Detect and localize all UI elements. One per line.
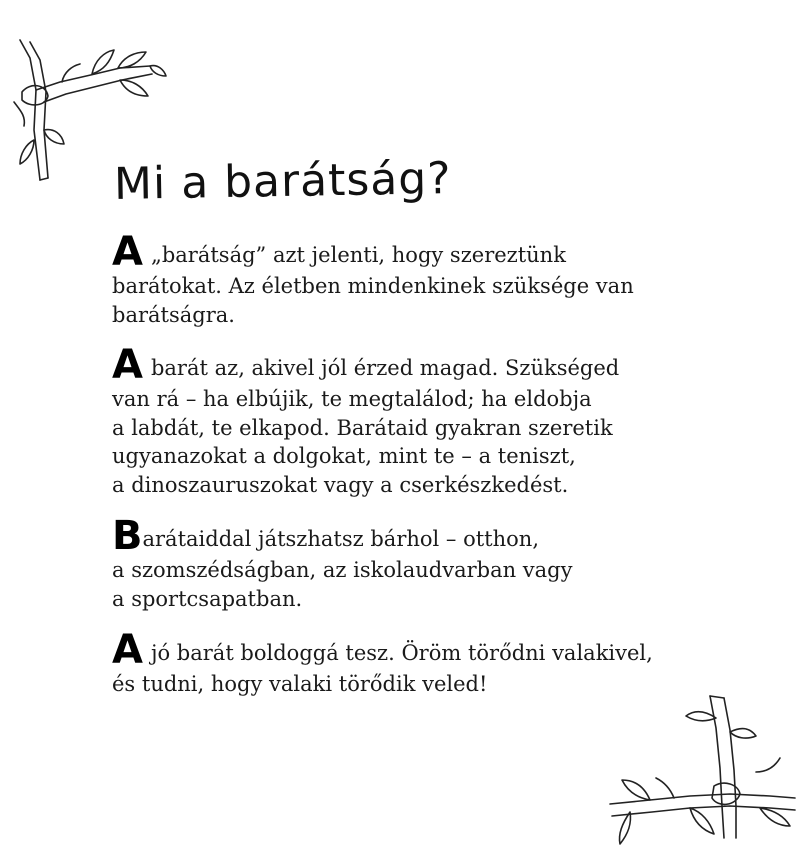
paragraph-line: Barátaiddal játszhatsz bárhol – otthon, <box>112 513 539 559</box>
paragraph-line: A „barátság” azt jelenti, hogy szereztünk <box>112 229 566 275</box>
paragraph-line: Ajó barát boldoggá tesz. Öröm törődni valakivel, <box>112 627 653 673</box>
paragraph-line: és tudni, hogy valaki törődik veled! <box>112 672 488 696</box>
drop-cap: A <box>112 342 143 388</box>
paragraph-line: a szomszédságban, az iskolaudvarban vagy <box>112 558 573 582</box>
paragraph-line: a sportcsapatban. <box>112 586 303 611</box>
drop-cap: B <box>112 513 143 559</box>
page-title: Mi a barátság? <box>113 153 452 210</box>
paragraph-1 <box>112 229 712 329</box>
paragraph-line: ugyanazokat a dolgokat, mint te – a teniszt, <box>112 444 576 468</box>
drop-cap: A <box>112 229 143 275</box>
paragraph-2 <box>112 342 712 499</box>
paragraph-line: van rá – ha elbújik, te megtalálod; ha eldobja <box>112 387 592 411</box>
branch-illustration-bottom-right <box>590 688 800 848</box>
paragraph-3 <box>112 513 712 613</box>
paragraph-line: Abarát az, akivel jól érzed magad. Szükséged <box>112 342 620 388</box>
paragraph-line: a dinoszauruszokat vagy a cserkészkedést. <box>112 472 569 497</box>
paragraph-line: a labdát, te elkapod. Barátaid gyakran szeretik <box>112 415 613 440</box>
paragraph-line: barátokat. Az életben mindenkinek szüksége van <box>112 274 634 298</box>
paragraph-line: barátságra. <box>112 302 235 327</box>
paragraph-4 <box>112 627 712 699</box>
drop-cap: A <box>112 627 143 673</box>
